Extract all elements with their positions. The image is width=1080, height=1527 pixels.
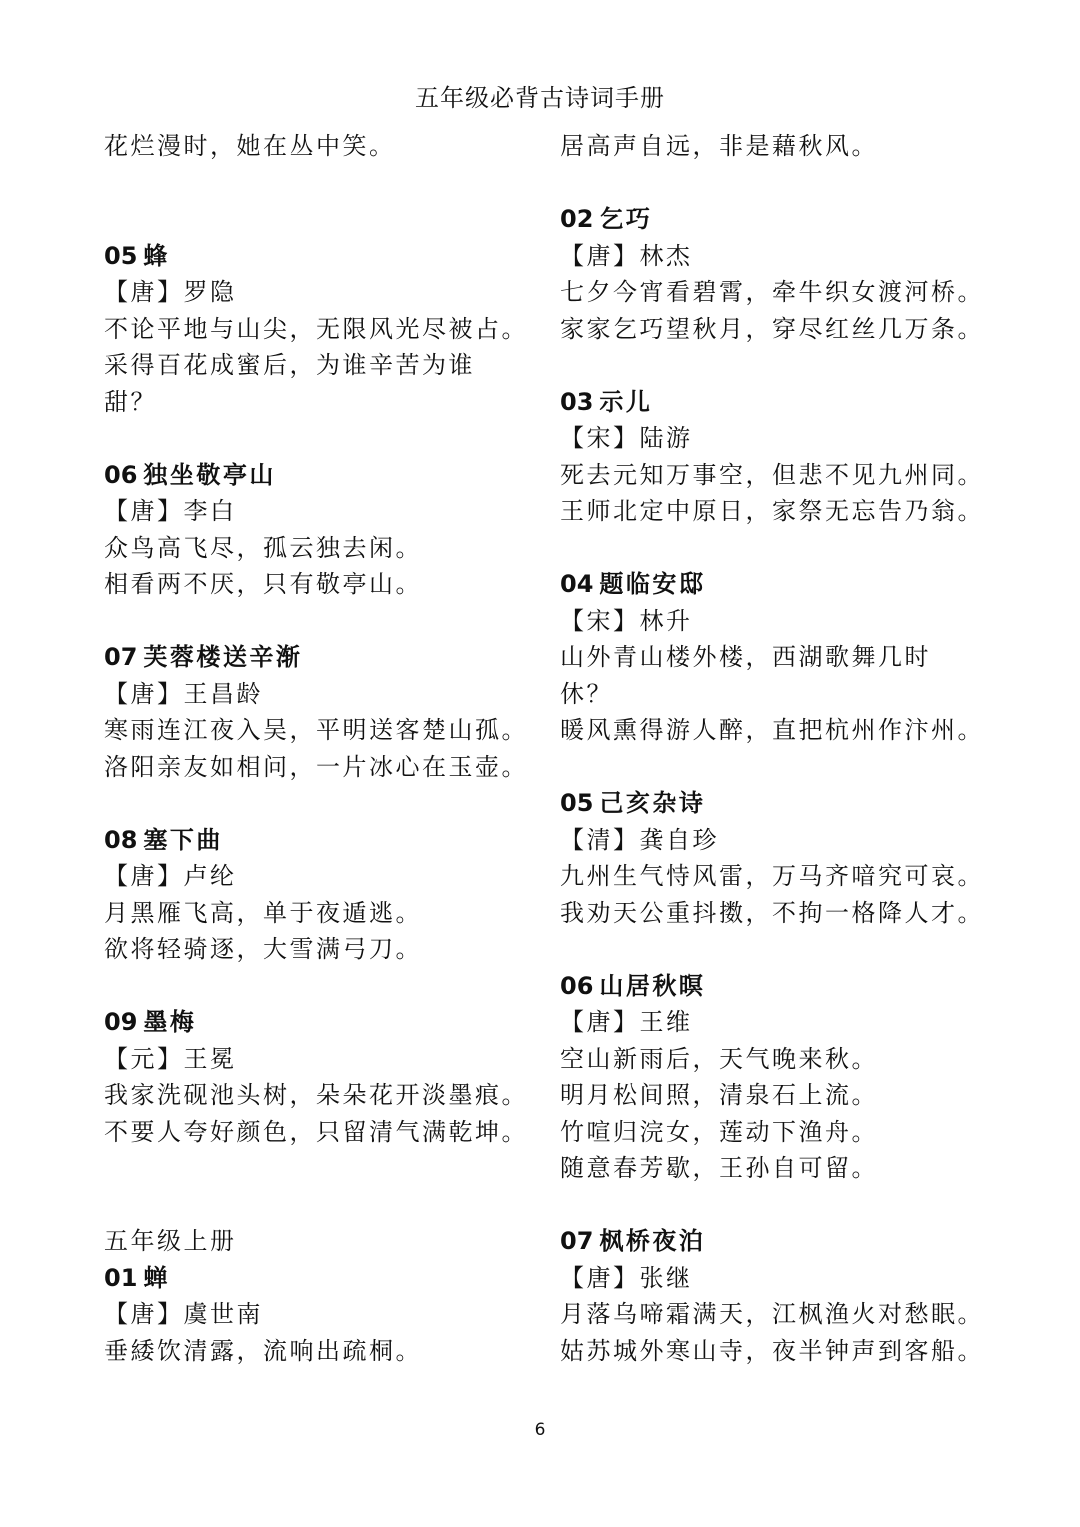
poem-title-text: 芙蓉楼送辛渐: [143, 642, 303, 671]
page-header: 五年级必背古诗词手册: [415, 84, 665, 112]
poem-number: 06: [560, 971, 594, 1000]
poem-block: [104, 457, 544, 603]
poem-author: 【唐】罗隐: [104, 278, 237, 306]
poem-title: [104, 238, 544, 275]
poem-block: [560, 384, 1000, 530]
poem-title: [104, 822, 544, 859]
poem-line: 空山新雨后，天气晚来秋。: [560, 1044, 878, 1073]
poem-author: 【唐】张继: [560, 1263, 693, 1292]
poem-line: 我劝天公重抖擞，不拘一格降人才。: [560, 898, 984, 927]
poem-author: 【唐】林杰: [560, 241, 693, 270]
poem-author: 【唐】王维: [560, 1008, 693, 1036]
poem-number: 07: [560, 1227, 594, 1255]
poem-line: 七夕今宵看碧霄，牵牛织女渡河桥。: [560, 278, 984, 306]
poem-line: 不论平地与山尖，无限风光尽被占。: [104, 314, 528, 343]
poem-line: 休？: [560, 679, 613, 708]
poem-line: 月黑雁飞高，单于夜遁逃。: [104, 898, 422, 927]
poem-line: 洛阳亲友如相问，一片冰心在玉壶。: [104, 752, 528, 781]
poem-author: 【唐】王昌龄: [104, 679, 263, 708]
poem-line: 随意春芳歇，王孙自可留。: [560, 1154, 878, 1182]
poem-line: 王师北定中原日，家祭无忘告乃翁。: [560, 497, 984, 525]
poem-author: 【元】王冕: [104, 1044, 237, 1073]
poem-number: 05: [560, 789, 594, 817]
poem-line: 众鸟高飞尽，孤云独去闲。: [104, 533, 422, 562]
poem-block: [560, 968, 1000, 1187]
poem-number: 01: [104, 1263, 138, 1292]
poem-title-text: 乞巧: [599, 204, 653, 233]
poem-title: [104, 457, 544, 494]
poem-line: 明月松间照，清泉石上流。: [560, 1081, 878, 1109]
poem-line: 采得百花成蜜后，为谁辛苦为谁: [104, 351, 475, 379]
poem-line: 我家洗砚池头树，朵朵花开淡墨痕。: [104, 1081, 528, 1109]
poem-line: 不要人夸好颜色，只留清气满乾坤。: [104, 1117, 528, 1146]
poem-block: [104, 639, 544, 785]
poem-title-text: 蝉: [143, 1262, 170, 1292]
poem-line: 欲将轻骑逐，大雪满弓刀。: [104, 935, 422, 963]
poem-title-text: 枫桥夜泊: [599, 1226, 706, 1255]
poem-number: 03: [560, 387, 594, 416]
poem-title: [560, 1223, 1000, 1260]
poem-title: [560, 785, 1000, 822]
poem-title-text: 独坐敬亭山: [143, 459, 276, 489]
poem-title-text: 示儿: [599, 386, 653, 416]
poem-title-text: 山居秋暝: [599, 970, 706, 1000]
poem-block: [560, 1223, 1000, 1369]
poem-line: 山外青山楼外楼，西湖歌舞几时: [560, 643, 931, 671]
poem-title-text: 题临安邸: [599, 569, 706, 598]
poem-author: 【唐】李白: [104, 497, 237, 525]
poem-title: [560, 201, 1000, 238]
poem-line: 九州生气恃风雷，万马齐喑究可哀。: [560, 862, 984, 890]
left-column: [104, 128, 544, 1369]
poem-title: [104, 639, 544, 676]
poem-author: 【宋】陆游: [560, 424, 693, 452]
poem-block: [560, 566, 1000, 749]
section-title: 五年级上册: [104, 1227, 237, 1255]
poem-block: [104, 1004, 544, 1150]
poem-title-text: 塞下曲: [143, 824, 223, 854]
poem-author: 【唐】虞世南: [104, 1300, 263, 1328]
poem-title: [560, 968, 1000, 1005]
poem-line: 甜？: [104, 387, 157, 416]
poem-block: [104, 1260, 544, 1370]
poem-block: [104, 822, 544, 968]
poem-line: 相看两不厌，只有敬亭山。: [104, 570, 422, 598]
page-number: 6: [534, 1420, 546, 1440]
poem-title: [104, 1260, 544, 1297]
poem-block: [560, 785, 1000, 931]
poem-number: 08: [104, 825, 138, 854]
poem-line: 居高声自远，非是藉秋风。: [560, 132, 878, 160]
right-column: [560, 128, 1000, 1369]
poem-line: 暖风熏得游人醉，直把杭州作汴州。: [560, 716, 984, 744]
poem-line: 花烂漫时，她在丛中笑。: [104, 132, 396, 160]
poem-number: 07: [104, 643, 138, 671]
poem-line: 竹喧归浣女，莲动下渔舟。: [560, 1117, 878, 1146]
poem-title-text: 墨梅: [143, 1007, 197, 1036]
poem-author: 【清】龚自珍: [560, 825, 719, 854]
poem-number: 04: [560, 570, 594, 598]
poem-title-text: 蜂: [143, 240, 170, 270]
poem-line: 月落乌啼霜满天，江枫渔火对愁眠。: [560, 1300, 984, 1328]
poem-title: [560, 566, 1000, 603]
poem-number: 02: [560, 205, 594, 233]
poem-title: [560, 384, 1000, 421]
poem-title: [104, 1004, 544, 1041]
poem-line: 家家乞巧望秋月，穿尽红丝几万条。: [560, 314, 984, 343]
poem-line: 垂緌饮清露，流响出疏桐。: [104, 1336, 422, 1365]
poem-line: 寒雨连江夜入吴，平明送客楚山孤。: [104, 716, 528, 744]
poem-block: [560, 201, 1000, 347]
poem-line: 死去元知万事空，但悲不见九州同。: [560, 460, 984, 489]
poem-title-text: 己亥杂诗: [599, 788, 706, 817]
poem-line: 姑苏城外寒山寺，夜半钟声到客船。: [560, 1336, 984, 1365]
poem-number: 09: [104, 1008, 138, 1036]
poem-number: 06: [104, 460, 138, 489]
poem-block: [104, 238, 544, 421]
poem-author: 【唐】卢纶: [104, 862, 237, 890]
poem-author: 【宋】林升: [560, 606, 693, 635]
poem-number: 05: [104, 241, 138, 270]
